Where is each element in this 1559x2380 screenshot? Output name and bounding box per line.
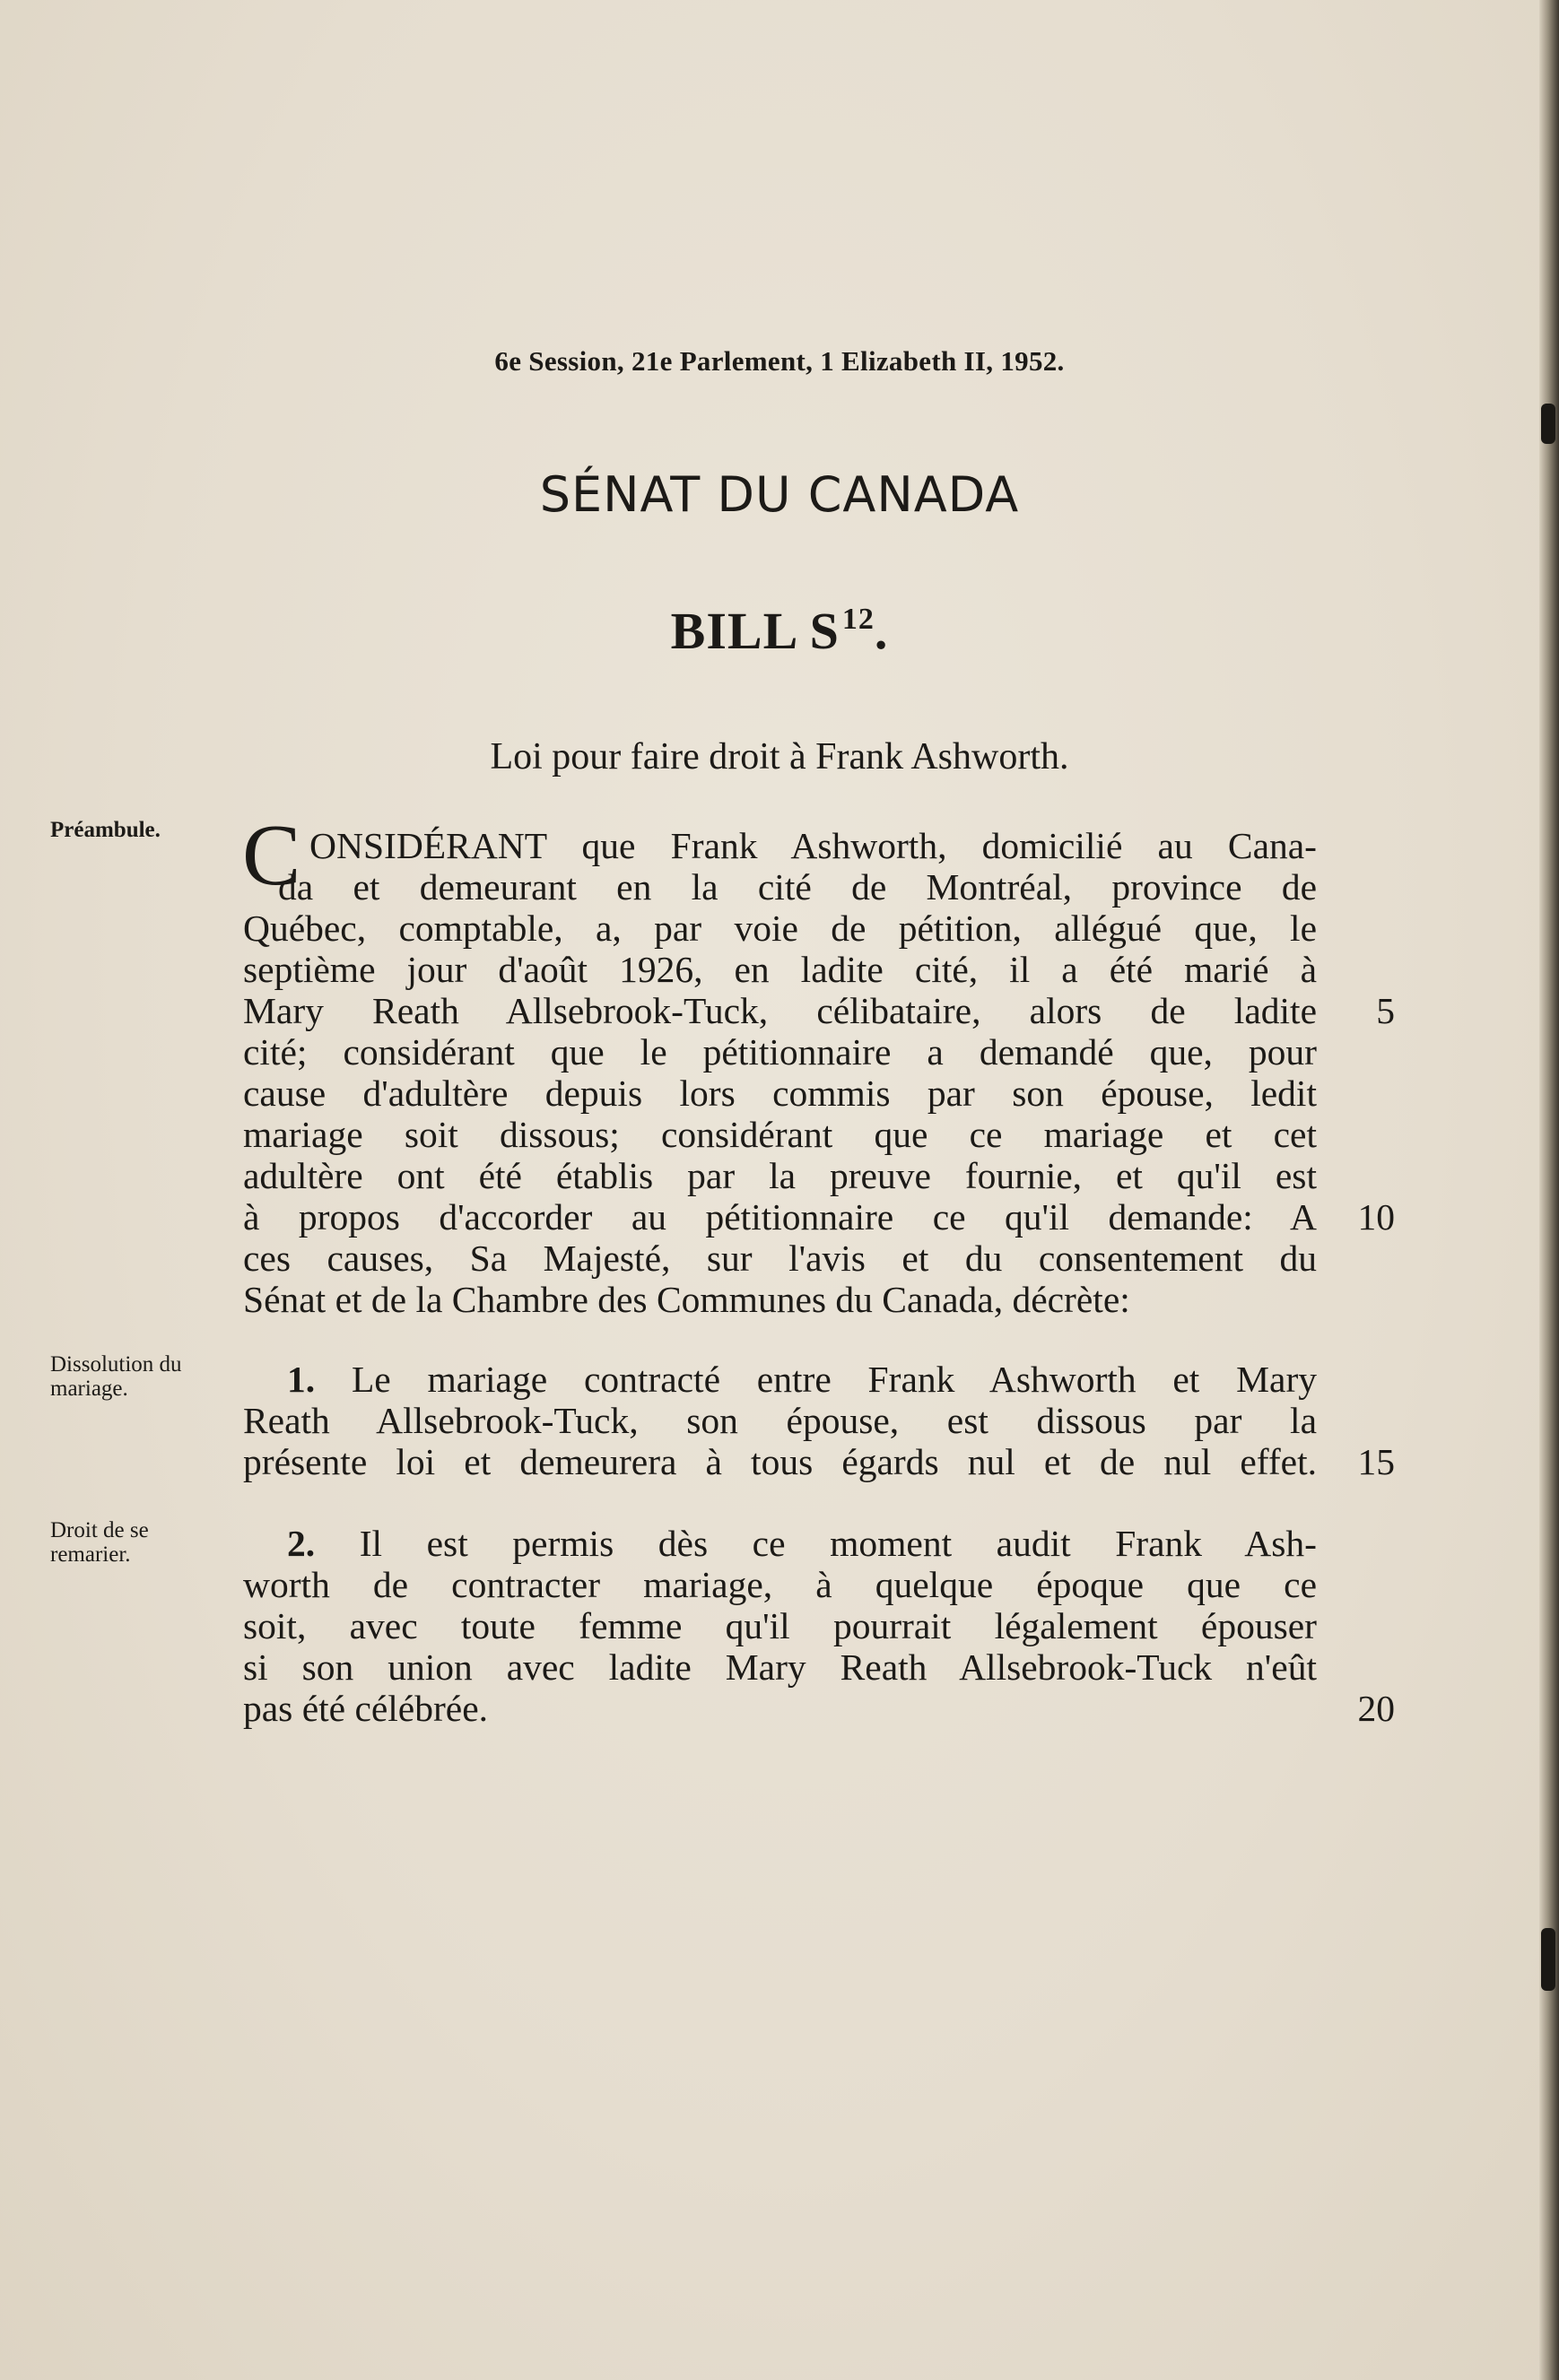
preamble-line: Sénat et de la Chambre des Communes du Canada, décrète: bbox=[243, 1279, 1130, 1320]
section-2-line: pas été célébrée. bbox=[243, 1688, 489, 1729]
preamble-line: ces causes, Sa Majesté, sur l'avis et du consentement du bbox=[243, 1238, 1317, 1279]
senate-title: SÉNAT DU CANADA bbox=[539, 466, 1020, 523]
section-1-line: présente loi et demeurera à tous égards nul et de nul effet. bbox=[243, 1441, 1317, 1482]
binding-mark bbox=[1541, 404, 1555, 444]
drop-cap: C bbox=[242, 807, 301, 904]
section-2-first-line bbox=[287, 1523, 1317, 1564]
section-1-first-line bbox=[287, 1359, 1317, 1400]
line-number: 10 bbox=[1357, 1196, 1395, 1238]
preamble-line: cité; considérant que le pétitionnaire a demandé que, pour bbox=[243, 1031, 1317, 1073]
preamble-line: ONSIDÉRANT que Frank Ashworth, domicilié au Cana- bbox=[309, 825, 1317, 866]
preamble-line: cause d'adultère depuis lors commis par son épouse, ledit bbox=[243, 1073, 1317, 1114]
bill-number: 12 bbox=[841, 603, 875, 636]
bill-subtitle: Loi pour faire droit à Frank Ashworth. bbox=[490, 736, 1069, 777]
section-2-line: worth de contracter mariage, à quelque époque que ce bbox=[243, 1564, 1317, 1605]
section-1-line: Reath Allsebrook-Tuck, son épouse, est dissous par la bbox=[243, 1400, 1317, 1441]
bill-label: BILL S bbox=[670, 602, 840, 660]
line-number: 5 bbox=[1376, 990, 1395, 1031]
section-1-line: Le mariage contracté entre Frank Ashworth et Mary bbox=[351, 1359, 1318, 1400]
bill-title bbox=[0, 601, 1559, 661]
preamble-line: Mary Reath Allsebrook-Tuck, célibataire, alors de ladite bbox=[243, 990, 1317, 1031]
preamble-line: da et demeurant en la cité de Montréal, province de bbox=[278, 866, 1317, 908]
line-number: 15 bbox=[1357, 1441, 1395, 1482]
preamble-line: septième jour d'août 1926, en ladite cité, il a été marié à bbox=[243, 949, 1317, 990]
section-2-number: 2. bbox=[287, 1523, 316, 1564]
preamble-line: mariage soit dissous; considérant que ce mariage et cet bbox=[243, 1114, 1317, 1155]
preamble-line: adultère ont été établis par la preuve fournie, et qu'il est bbox=[243, 1155, 1317, 1196]
section-2-line: si son union avec ladite Mary Reath Allsebrook-Tuck n'eût bbox=[243, 1646, 1317, 1688]
binding-mark bbox=[1541, 1928, 1555, 1991]
preamble-line: Québec, comptable, a, par voie de pétition, allégué que, le bbox=[243, 908, 1317, 949]
margin-note-preamble: Préambule. bbox=[50, 818, 161, 842]
margin-note-remarry: Droit de se remarier. bbox=[50, 1518, 149, 1567]
margin-note-dissolution: Dissolution du mariage. bbox=[50, 1352, 182, 1401]
session-header: 6e Session, 21e Parlement, 1 Elizabeth II, 1952. bbox=[494, 345, 1065, 377]
line-number: 20 bbox=[1357, 1688, 1395, 1729]
section-2-line: soit, avec toute femme qu'il pourrait légalement épouser bbox=[243, 1605, 1317, 1646]
preamble-line: à propos d'accorder au pétitionnaire ce qu'il demande: A bbox=[243, 1196, 1317, 1238]
section-1-number: 1. bbox=[287, 1359, 316, 1400]
bill-period: . bbox=[874, 602, 889, 660]
section-2-line: Il est permis dès ce moment audit Frank Ash- bbox=[359, 1523, 1317, 1564]
